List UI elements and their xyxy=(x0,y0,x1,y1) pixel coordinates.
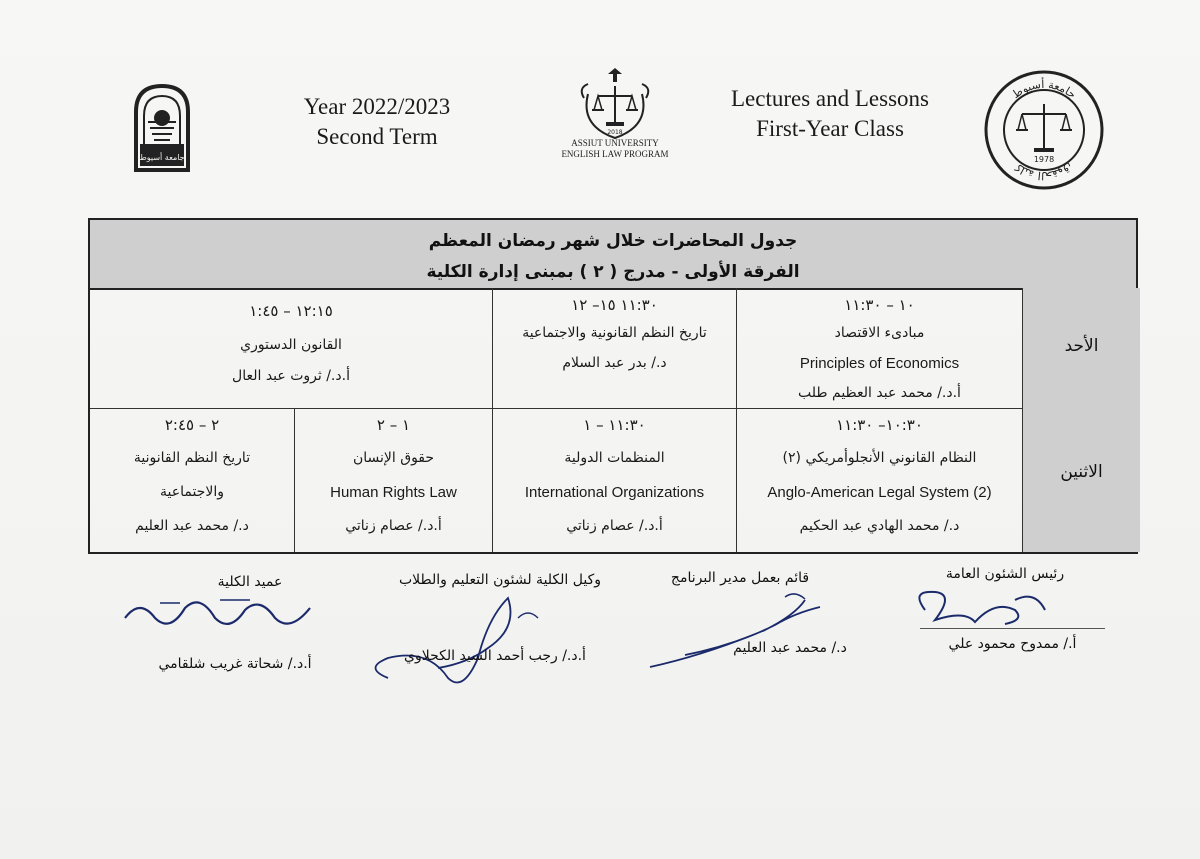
signature-title: وكيل الكلية لشئون التعليم والطلاب xyxy=(398,572,602,588)
course-title-ar: مبادىء الاقتصاد xyxy=(834,325,925,341)
session-time: ١٠ – ١١:٣٠ xyxy=(844,296,915,314)
svg-text:جامعة أسيوط: جامعة أسيوط xyxy=(1009,77,1079,102)
session-time: ١ – ٢ xyxy=(376,416,411,434)
lecturer-name: أ.د./ عصام زناتي xyxy=(566,518,663,534)
course-title-ar: تاريخ النظم القانونية xyxy=(133,450,251,466)
session-cell xyxy=(90,408,294,552)
lecturer-name: د./ محمد عبد العليم xyxy=(135,518,249,534)
class-line: First-Year Class xyxy=(756,116,904,141)
session-time: ١٠:٣٠– ١١:٣٠ xyxy=(836,416,923,434)
day-label-monday: الاثنين xyxy=(1022,408,1140,552)
session-cell xyxy=(736,288,1022,408)
course-title-en: Human Rights Law xyxy=(330,484,457,501)
university-caption: ASSIUT UNIVERSITY xyxy=(571,138,659,148)
course-title-ar: المنظمات الدولية xyxy=(564,450,665,466)
assiut-university-logo xyxy=(132,82,192,172)
session-time: ١١:٣٠ – ١ xyxy=(583,416,646,434)
course-title-en: Anglo-American Legal System (2) xyxy=(767,484,992,501)
session-cell xyxy=(736,408,1022,552)
signature-scrawl xyxy=(905,580,1055,640)
lectures-line: Lectures and Lessons xyxy=(731,86,929,111)
signatory-name: د./ محمد عبد العليم xyxy=(733,640,847,656)
signature-scrawl xyxy=(645,585,845,675)
session-time: ١٢:١٥ – ١:٤٥ xyxy=(249,302,333,320)
course-title-ar: النظام القانوني الأنجلوأمريكي (٢) xyxy=(782,450,977,466)
signature-title: رئيس الشئون العامة xyxy=(945,566,1065,582)
lecturer-name: أ.د./ محمد عبد العظيم طلب xyxy=(798,385,961,401)
faculty-of-law-seal xyxy=(982,68,1106,192)
signature-scrawl xyxy=(120,588,320,638)
lecturer-name: أ.د./ عصام زناتي xyxy=(345,518,442,534)
lectures-heading xyxy=(700,84,960,144)
schedule-title: جدول المحاضرات خلال شهر رمضان المعظم xyxy=(428,231,798,251)
course-title-en: Principles of Economics xyxy=(799,355,960,372)
signature-scrawl xyxy=(368,588,558,698)
svg-text:1978: 1978 xyxy=(1033,155,1055,164)
lecturer-name: د./ محمد الهادي عبد الحكيم xyxy=(799,518,960,534)
program-caption: ENGLISH LAW PROGRAM xyxy=(561,149,669,159)
signature-title: قائم بعمل مدير البرنامج xyxy=(670,570,810,586)
signatory-name: أ.د./ شحاتة غريب شلقامي xyxy=(158,656,312,672)
session-time: ١١:٣٠ ١٥– ١٢ xyxy=(571,296,658,314)
session-time: ٢ – ٢:٤٥ xyxy=(164,416,220,434)
svg-text:كلية الحقوق: كلية الحقوق xyxy=(1012,160,1075,183)
signatory-name: أ.د./ رجب أحمد السيد الكحلاوي xyxy=(404,648,586,664)
signature-title: عميد الكلية xyxy=(217,574,283,590)
academic-year-heading xyxy=(272,92,482,152)
signatory-name: أ./ ممدوح محمود علي xyxy=(948,636,1077,652)
course-title-ar-line2: والاجتماعية xyxy=(160,484,224,500)
svg-text:2018: 2018 xyxy=(607,129,623,136)
lecturer-name: د./ بدر عبد السلام xyxy=(562,355,667,371)
session-cell xyxy=(90,288,492,408)
schedule-subtitle: الفرقة الأولى - مدرج ( ٢ ) بمبنى إدارة الكلية xyxy=(426,262,800,282)
session-cell xyxy=(294,408,492,552)
course-title-ar: تاريخ النظم القانونية والاجتماعية xyxy=(522,325,707,341)
course-title-ar: القانون الدستوري xyxy=(240,337,342,353)
course-title-en: International Organizations xyxy=(524,484,705,501)
lecture-schedule-table xyxy=(88,218,1138,554)
signature-line xyxy=(920,628,1105,629)
schedule-banner xyxy=(90,220,1136,290)
session-cell xyxy=(492,288,736,408)
lecturer-name: أ.د./ ثروت عبد العال xyxy=(232,368,350,384)
year-line: Year 2022/2023 xyxy=(303,94,451,119)
term-line: Second Term xyxy=(316,124,438,149)
session-cell xyxy=(492,408,736,552)
day-label-sunday: الأحد xyxy=(1022,288,1140,408)
course-title-ar: حقوق الإنسان xyxy=(352,450,435,466)
svg-text:جامعة أسيوط: جامعة أسيوط xyxy=(139,153,185,162)
